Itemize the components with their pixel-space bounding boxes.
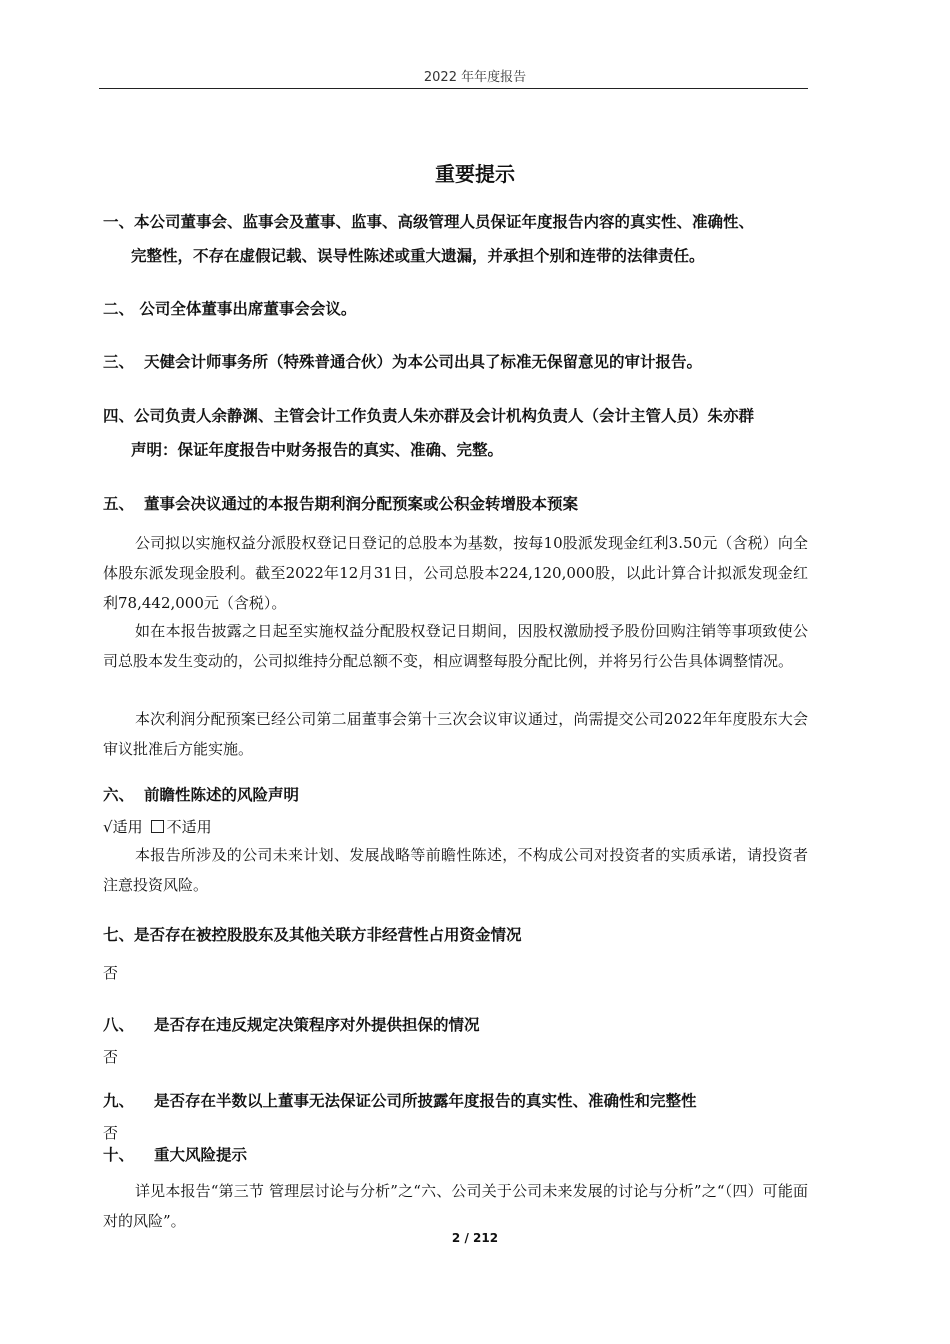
unchecked-box-icon [151, 820, 164, 833]
section-4-text-line1: 公司负责人余静渊、主管会计工作负责人朱亦群及会计机构负责人（会计主管人员）朱亦群 [134, 407, 755, 425]
section-8-answer: 否 [103, 1048, 119, 1066]
section-5-paragraph-3: 本次利润分配预案已经公司第二届董事会第十三次会议审议通过，尚需提交公司2022年年度股东大会审议批准后方能实施。 [103, 710, 808, 758]
section-9-number: 九、 [103, 1092, 135, 1110]
section-3-number: 三、 [103, 353, 135, 371]
section-7-answer: 否 [103, 964, 119, 982]
checked-mark-icon: √ [103, 818, 113, 836]
section-1-heading [103, 205, 813, 273]
page-number: 2 / 212 [451, 1231, 499, 1245]
section-4-text-line2: 声明：保证年度报告中财务报告的真实、准确、完整。 [131, 441, 504, 459]
section-5-paragraph-1: 公司拟以实施权益分派股权登记日登记的总股本为基数，按每10股派发现金红利3.50元（含税）向全体股东派发现金股利。截至2022年12月31日，公司总股本224,120,000股，以此计算合计拟派发现金红利78,442,000元（含税）。 [103, 534, 808, 612]
section-9-answer: 否 [103, 1124, 119, 1142]
section-5-paragraph-2: 如在本报告披露之日起至实施权益分配股权登记日期间，因股权激励授予股份回购注销等事项致使公司总股本发生变动的，公司拟维持分配总额不变，相应调整每股分配比例，并将另行公告具体调整情况。 [103, 622, 808, 670]
header-divider [99, 88, 808, 89]
section-5-text: 董事会决议通过的本报告期利润分配预案或公积金转增股本预案 [144, 495, 579, 513]
section-5-number: 五、 [103, 495, 135, 513]
section-10-text: 重大风险提示 [154, 1146, 248, 1164]
section-1-text-line2: 完整性，不存在虚假记载、误导性陈述或重大遗漏，并承担个别和连带的法律责任。 [131, 247, 705, 265]
section-10-number: 十、 [103, 1146, 135, 1164]
section-8-heading [103, 1008, 480, 1042]
applicability-options [103, 814, 212, 840]
section-4-heading [103, 399, 813, 467]
section-3-text: 天健会计师事务所（特殊普通合伙）为本公司出具了标准无保留意见的审计报告。 [144, 353, 703, 371]
section-4-number: 四、 [103, 407, 135, 425]
section-10-heading [103, 1138, 247, 1172]
running-header: 2022 年年度报告 [423, 70, 527, 85]
section-6-heading [103, 778, 299, 812]
section-2-text: 公司全体董事出席董事会会议。 [139, 300, 357, 318]
section-2-number: 二、 [103, 300, 135, 318]
section-1-text-line1: 本公司董事会、监事会及董事、监事、高级管理人员保证年度报告内容的真实性、准确性、 [134, 213, 755, 231]
section-9-text: 是否存在半数以上董事无法保证公司所披露年度报告的真实性、准确性和完整性 [154, 1092, 697, 1110]
section-10-paragraph-1: 详见本报告“第三节 管理层讨论与分析”之“六、公司关于公司未来发展的讨论与分析”之“（四）可能面对的风险”。 [103, 1182, 808, 1230]
section-2-heading [103, 292, 356, 326]
section-7-number: 七、 [103, 926, 135, 944]
section-6-number: 六、 [103, 786, 135, 804]
section-6-paragraph-1: 本报告所涉及的公司未来计划、发展战略等前瞻性陈述，不构成公司对投资者的实质承诺，请投资者注意投资风险。 [103, 846, 808, 894]
section-7-heading [103, 918, 522, 952]
section-3-heading [103, 345, 702, 379]
section-8-text: 是否存在违反规定决策程序对外提供担保的情况 [154, 1016, 480, 1034]
section-7-text: 是否存在被控股股东及其他关联方非经营性占用资金情况 [134, 926, 522, 944]
section-6-text: 前瞻性陈述的风险声明 [144, 786, 300, 804]
section-5-heading [103, 487, 578, 521]
not-applicable-label: 不适用 [166, 818, 212, 836]
section-8-number: 八、 [103, 1016, 135, 1034]
section-1-number: 一、 [103, 213, 135, 231]
section-9-heading [103, 1084, 697, 1118]
page-title: 重要提示 [435, 162, 515, 186]
applicable-label: 适用 [112, 818, 143, 836]
